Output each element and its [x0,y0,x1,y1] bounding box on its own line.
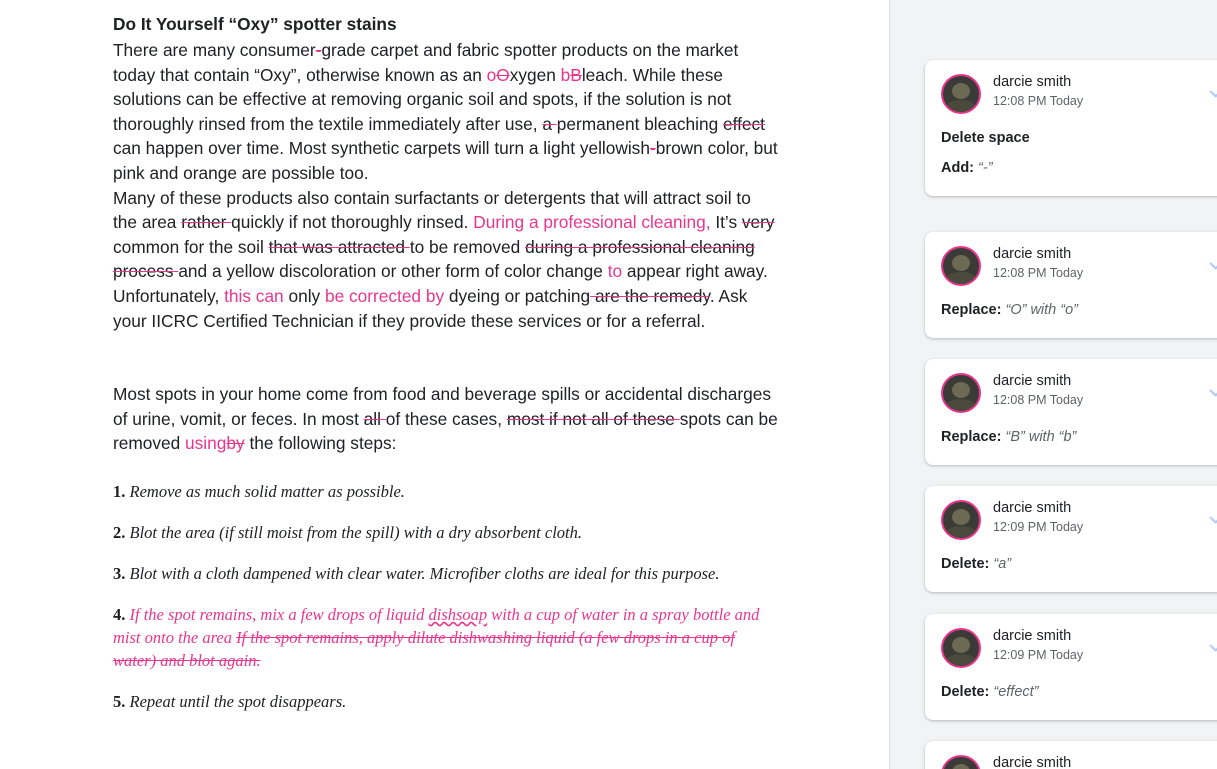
comment-card[interactable] [925,741,1217,769]
check-icon[interactable] [1207,80,1217,102]
inserted-text: this can [224,285,284,306]
text-run: permanent bleaching [556,113,723,134]
text-run: grade carpet and fabric spotter products on the market today that contain “Oxy”, otherwise known as an [113,40,739,85]
comment-body [941,427,1217,449]
comment-line [941,158,1217,180]
step-number: 3. [113,563,126,583]
list-item [113,562,778,585]
comment-line [941,300,1217,322]
deleted-text: that was attracted [268,236,410,257]
inserted-text: If the spot remains, mix a few drops of liquid [125,604,429,624]
deleted-text: If the spot remains, apply dilute dishwashing liquid (a few drops in a cup of water) and blot again. [113,627,735,670]
list-item [113,690,778,713]
comment-author-block [993,755,1071,769]
text-run: can happen over time. Most synthetic carpets will turn a light yellowish [113,138,650,159]
comment-card[interactable] [925,359,1217,465]
text-run: Many of these products also contain surfactants or detergents that will attract soil to the area [113,187,751,233]
text-run: and a yellow discoloration or other form of color change [178,261,608,282]
comment-body [941,128,1217,180]
steps-list [113,480,778,713]
deleted-text: - [649,138,656,159]
comment-header [941,74,1217,114]
comment-action: Add: [941,159,975,176]
step-text: Blot with a cloth dampened with clear water. Microfiber cloths are ideal for this purpose. [125,563,720,583]
comment-line [941,427,1217,449]
avatar [941,755,981,769]
comment-value: “effect” [993,684,1039,700]
comment-action: Delete: [941,684,990,700]
text-run: leach. While these solutions can be effective at removing organic soil and spots, if the solution is not thoroughly rinsed from the textile immediately after use, [113,64,732,134]
avatar [941,373,981,413]
text-run: only [283,285,325,306]
comments-pane[interactable] [890,0,1217,769]
deleted-text: effect [723,113,765,134]
text-run: the following steps: [244,433,397,454]
comment-timestamp: 12:08 PM Today [993,266,1084,281]
text-run: . Ask your IICRC Certified Technician if they provide these services or for a referral. [113,285,748,331]
comment-action: Replace: [941,302,1002,318]
deleted-text: most if not all of these [506,408,680,429]
document-body[interactable] [113,12,778,731]
step-number: 2. [113,522,126,542]
comment-action: Delete: [941,556,990,572]
comment-line [941,682,1217,704]
avatar [941,74,981,114]
list-item-revised [113,603,778,672]
comment-timestamp: 12:09 PM Today [993,648,1084,663]
comment-card[interactable] [925,486,1217,592]
inserted-text: b [560,64,571,85]
comment-author: darcie smith [993,74,1072,90]
comment-line [941,554,1217,576]
deleted-text: all [363,408,386,429]
comment-author-block [993,246,1083,281]
inserted-text: to [607,261,623,282]
spellcheck-word: dishsoap [428,604,488,624]
paragraph-spacer [113,333,778,382]
text-run: There are many consumer [113,40,316,60]
inserted-text: During a professional cleaning, [473,212,711,233]
comment-timestamp: 12:09 PM Today [993,520,1084,535]
deleted-text: rather [181,212,232,233]
inserted-text: o [486,64,497,85]
inserted-text: with a cup of water in a spray bottle and mist onto the area [113,604,760,647]
list-item [113,521,778,544]
step-text: Blot the area (if still moist from the spill) with a dry absorbent cloth. [125,522,583,542]
comment-author-block [993,74,1083,109]
deleted-text: O [496,64,510,85]
deleted-text: very [741,212,775,233]
comment-header [941,246,1217,286]
check-icon[interactable] [1207,252,1217,274]
comment-author: darcie smith [993,373,1072,389]
comment-timestamp: 12:08 PM Today [993,94,1084,109]
inserted-text: be corrected by [324,285,445,306]
comment-author: darcie smith [993,246,1072,262]
comment-author-block [993,628,1083,663]
paragraph-1 [113,38,778,186]
step-text: Repeat until the spot disappears. [125,691,347,711]
text-run: appear right away. Unfortunately, [113,261,768,306]
text-run: common for the soil [113,236,269,257]
comment-line [941,128,1217,150]
comment-body [941,554,1217,576]
text-run: to be removed [409,236,526,257]
text-run: spots can be removed [113,408,778,454]
document-heading: Do It Yourself “Oxy” spotter stains [113,14,397,34]
text-run: dyeing or patching [444,285,591,306]
avatar [941,246,981,286]
comment-value: “B” with “b” [1005,429,1077,445]
comment-value: “O” with “o” [1005,302,1078,318]
step-number: 4. [113,604,126,624]
deleted-text: B [570,64,582,85]
deleted-text: - [315,40,322,60]
check-icon[interactable] [1207,379,1217,401]
avatar [941,500,981,540]
deleted-text: are the remedy [590,285,710,306]
comment-author: darcie smith [993,628,1072,644]
comment-author: darcie smith [993,755,1072,769]
comment-body [941,682,1217,704]
comment-action: Delete space [941,130,1030,146]
text-run: Most spots in your home come from food and beverage spills or accidental discharges of urine, vomit, or feces. In most [113,384,771,429]
comment-card[interactable] [925,614,1217,720]
list-spacer [113,456,778,480]
check-icon[interactable] [1207,506,1217,528]
comment-card[interactable] [925,232,1217,338]
step-number: 5. [113,691,126,711]
text-run: of these cases, [385,408,507,429]
comment-author-block [993,500,1083,535]
comment-value: “a” [993,556,1012,572]
comment-value: “-” [978,159,993,176]
text-run: xygen [509,64,561,85]
comment-action: Replace: [941,429,1002,445]
comment-header [941,628,1217,668]
comment-author-block [993,373,1083,408]
text-run: It’s [710,212,742,233]
comment-header [941,500,1217,540]
text-run: quickly if not thoroughly rinsed. [231,212,474,233]
comment-card[interactable] [925,60,1217,196]
paragraph-3 [113,382,778,456]
deleted-text: during a professional cleaning process [113,236,755,282]
deleted-text: by [226,433,245,454]
paragraph-2 [113,186,778,334]
comment-header [941,755,1217,769]
check-icon[interactable] [1207,634,1217,656]
list-item [113,480,778,503]
step-text: Remove as much solid matter as possible. [125,481,405,501]
comment-body [941,300,1217,322]
inserted-text: using [185,433,227,454]
step-number: 1. [113,481,126,501]
deleted-text: a [542,113,557,134]
comment-author: darcie smith [993,500,1072,516]
avatar [941,628,981,668]
text-run: brown color, but pink and orange are possible too. [113,138,778,183]
comment-timestamp: 12:08 PM Today [993,393,1084,408]
comment-header [941,373,1217,413]
